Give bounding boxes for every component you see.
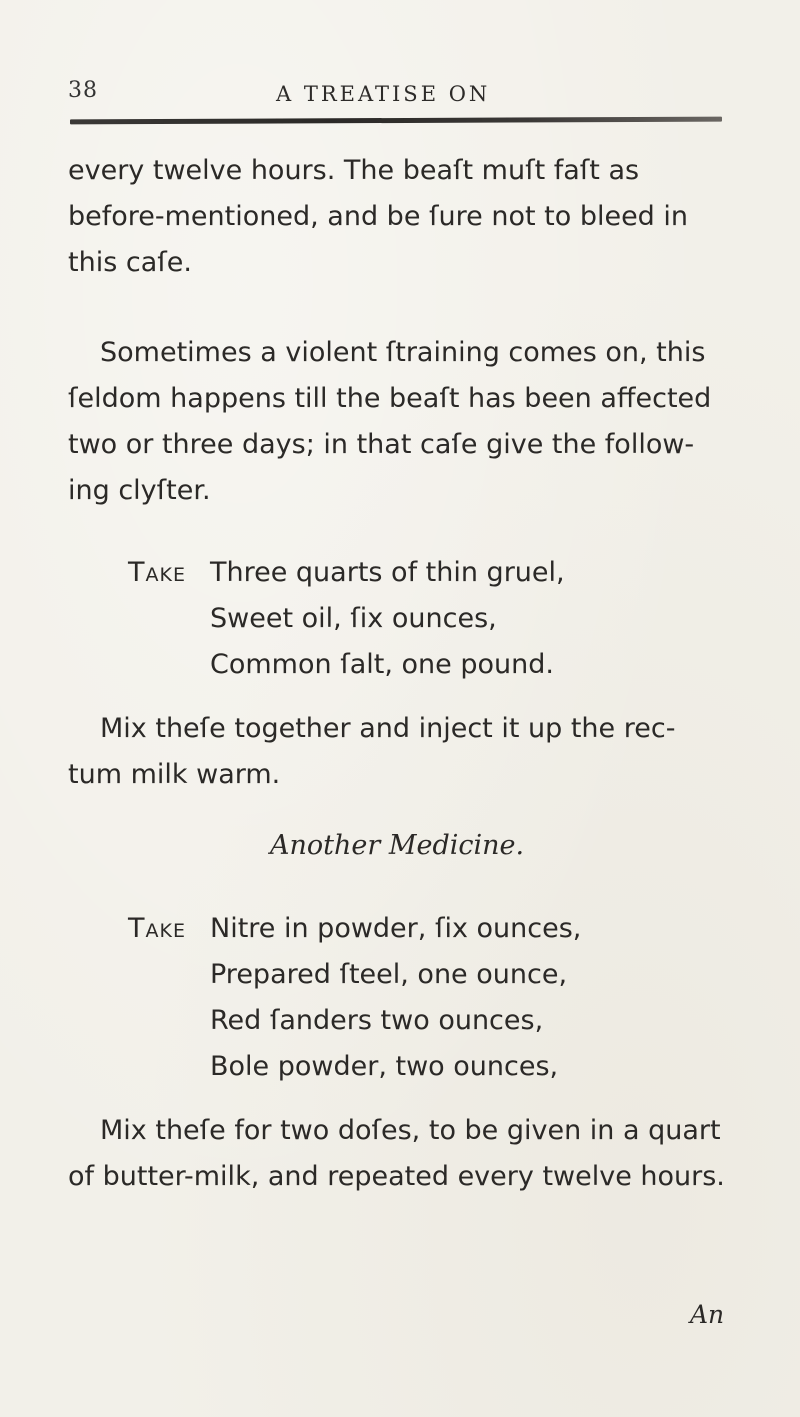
header-rule — [70, 117, 722, 125]
paragraph-2-line-4: ing clyſter. — [68, 475, 211, 506]
recipe-2-take: Take — [128, 913, 186, 944]
paragraph-2-line-3: two or three days; in that caſe give the follow- — [68, 429, 695, 460]
recipe-2-line-4: Bole powder, two ounces, — [210, 1051, 559, 1082]
page-header — [68, 78, 728, 112]
paragraph-3-line-1: Mix theſe together and inject it up the rec- — [100, 713, 676, 744]
recipe-1-line-3: Common ſalt, one pound. — [210, 649, 554, 680]
section-heading: Another Medicine. — [270, 830, 525, 861]
recipe-1-line-2: Sweet oil, ſix ounces, — [210, 603, 497, 634]
recipe-1-take: Take — [128, 557, 186, 588]
catchword: An — [690, 1300, 725, 1329]
paragraph-2-line-2: ſeldom happens till the beaſt has been affected — [68, 383, 712, 414]
page-number: 38 — [68, 78, 98, 103]
running-head: A TREATISE ON — [276, 82, 491, 106]
paragraph-1-line-1: every twelve hours. The beaſt muſt faſt as — [68, 155, 640, 186]
paragraph-4-line-2: of butter-milk, and repeated every twelve hours. — [68, 1161, 725, 1192]
recipe-2-line-1: Nitre in powder, ſix ounces, — [210, 913, 582, 944]
paragraph-2-line-1: Sometimes a violent ſtraining comes on, this — [100, 337, 706, 368]
recipe-2-line-3: Red ſanders two ounces, — [210, 1005, 544, 1036]
paragraph-3-line-2: tum milk warm. — [68, 759, 281, 790]
recipe-2-line-2: Prepared ſteel, one ounce, — [210, 959, 568, 990]
recipe-1-line-1: Three quarts of thin gruel, — [210, 557, 565, 588]
paragraph-1-line-2: before-mentioned, and be ſure not to bleed in — [68, 201, 689, 232]
paragraph-1-line-3: this caſe. — [68, 247, 192, 278]
paragraph-4-line-1: Mix theſe for two doſes, to be given in a quart — [100, 1115, 721, 1146]
